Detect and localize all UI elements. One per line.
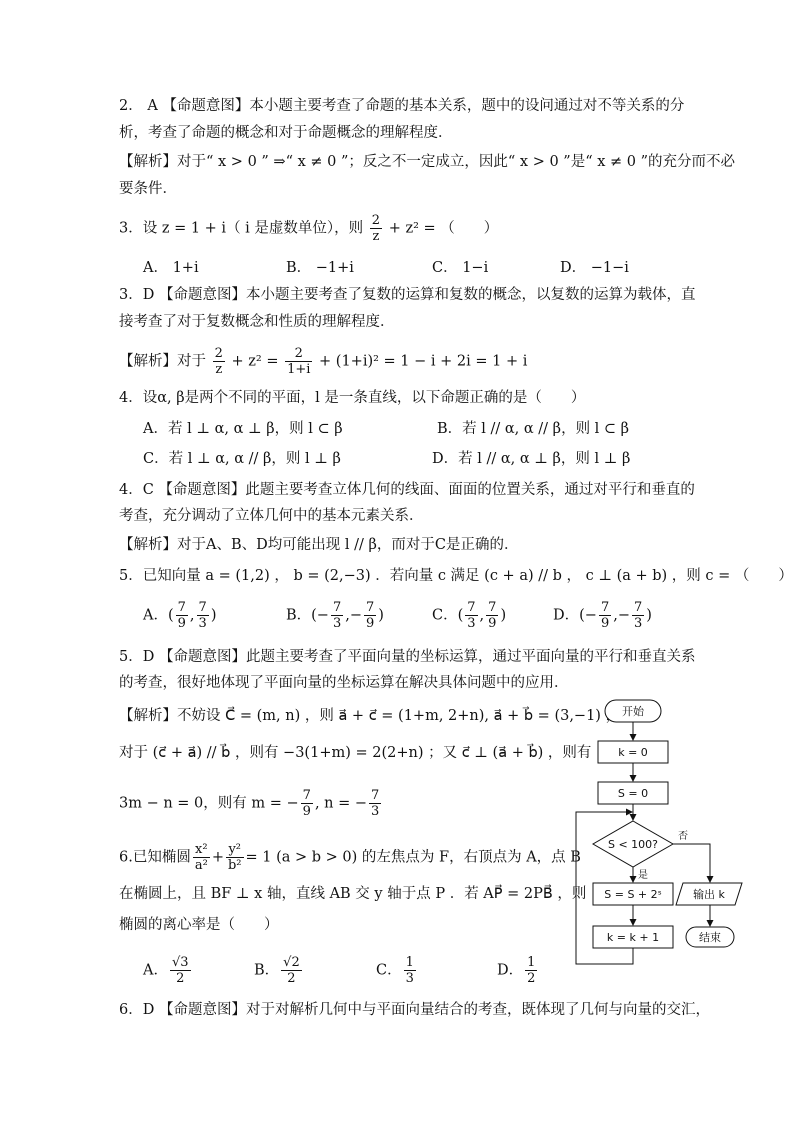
q4-stem: 4．设α, β是两个不同的平面，l 是一条直线，以下命题正确的是（ ） [119, 390, 586, 406]
q5-answer-line1: 5．D 【命题意图】此题主要考查了平面向量的坐标运算，通过平面向量的平行和垂直关系 [119, 649, 696, 665]
flowchart [570, 694, 770, 974]
flow-s0-text: S = 0 [617, 787, 649, 800]
flow-update-s-text: S = S + 2ˢ [604, 888, 662, 901]
q2-solution-line2: 要条件． [119, 181, 177, 197]
q5-option-c: C．( $\frac{7}{3}$ , $\frac{7}{9}$ ) [432, 600, 507, 631]
q5-option-a: A．( $\frac{7}{9}$ , $\frac{7}{3}$ ) [143, 600, 217, 631]
q5-answer-line2: 的考查，很好地体现了平面向量的坐标运算在解决具体问题中的应用． [119, 675, 569, 691]
q2-answer-line1: 2． A 【命题意图】本小题主要考查了命题的基本关系，题中的设问通过对不等关系的分 [119, 98, 685, 114]
flow-no-label: 否 [678, 831, 688, 842]
flow-start-text: 开始 [622, 705, 644, 718]
flow-k0-text: k = 0 [618, 746, 648, 759]
q6-stem-line3: 椭圆的离心率是（ ） [119, 917, 279, 933]
q5-solution-line3: 3m − n = 0，则有 m = − $\frac{7}{9}$ , n = − $\frac{7}{3}$ [119, 788, 380, 819]
q3-option-d: D． −1−i [560, 260, 629, 276]
q5-stem: 5．已知向量 a = (1,2) ， b = (2,−3) ．若向量 c 满足 (c + a) // b ， c ⊥ (a + b) ，则 c = （ ） [119, 568, 793, 584]
q3-stem: 3．设 z = 1 + i（ i 是虚数单位），则 $\frac{2}{z}$ + z² = （ ） [119, 213, 499, 244]
q4-solution: 【解析】对于A、B、D均可能出现 l // β，而对于C是正确的． [119, 537, 519, 553]
q4-option-c: C．若 l ⊥ α, α // β，则 l ⊥ β [143, 451, 341, 467]
q4-option-b: B．若 l // α, α // β，则 l ⊂ β [437, 421, 630, 437]
q5-option-b: B．(− $\frac{7}{3}$ ,− $\frac{7}{9}$ ) [286, 600, 384, 631]
q2-solution-line1: 【解析】对于“ x > 0 ” ⇒“ x ≠ 0 ”；反之不一定成立，因此“ x > 0 ”是“ x ≠ 0 ”的充分而不必 [119, 154, 736, 170]
q3-answer-line1: 3．D 【命题意图】本小题主要考查了复数的运算和复数的概念，以复数的运算为载体，直 [119, 287, 696, 303]
flow-update-k-text: k = k + 1 [606, 931, 660, 944]
q3-answer-line2: 接考查了对于复数概念和性质的理解程度． [119, 314, 395, 330]
flow-condition-text: S < 100? [607, 838, 659, 851]
q6-option-c: C． $\frac{1}{3}$ [376, 955, 414, 986]
flow-end-text: 结束 [699, 931, 721, 944]
q4-option-d: D．若 l // α, α ⊥ β，则 l ⊥ β [432, 451, 631, 467]
q4-option-a: A．若 l ⊥ α, α ⊥ β，则 l ⊂ β [143, 421, 343, 437]
q6-option-d: D． $\frac{1}{2}$ [497, 955, 536, 986]
q3-option-a: A． 1+i [143, 260, 199, 276]
q3-fraction: $\frac{2}{z}$ [371, 213, 381, 244]
q3-solution: 【解析】对于 $\frac{2}{z}$ + z² = $\frac{2}{1+i}$ + (1+i)² = 1 − i + 2i = 1 + i [119, 346, 528, 377]
q6-stem-line1: 6.已知椭圆 $\frac{\text{x²}}{\text{a²}}$ + $\frac{\text{y²}}{\text{b²}}$ = 1 (a > b > 0) 的左焦点为 F，右顶点为 A，点 B [119, 842, 581, 873]
q3-option-b: B． −1+i [286, 260, 354, 276]
q6-answer-line1: 6．D 【命题意图】对于对解析几何中与平面向量结合的考查，既体现了几何与向量的交汇， [119, 1002, 710, 1018]
q6-stem-line2: 在椭圆上，且 BF ⊥ x 轴，直线 AB 交 y 轴于点 P ．若 AP⃗ = 2PB⃗ ，则 [119, 886, 587, 902]
q2-answer-line2: 析，考查了命题的概念和对于命题概念的理解程度． [119, 125, 453, 141]
q5-solution-line2: 对于 (c⃗ + a⃗) // b⃗ ，则有 −3(1+m) = 2(2+n) ；又 c⃗ ⊥ (a⃗ + b⃗) ，则有 [119, 745, 592, 761]
flow-yes-label: 是 [638, 870, 648, 881]
q5-option-d: D．(− $\frac{7}{9}$ ,− $\frac{7}{3}$ ) [553, 600, 652, 631]
q3-option-c: C． 1−i [432, 260, 489, 276]
q6-option-a: A． $\frac{√3}{2}$ [143, 955, 189, 986]
q4-answer-line2: 考查，充分调动了立体几何中的基本元素关系． [119, 508, 424, 524]
q5-solution-line1: 【解析】不妨设 C⃗ = (m, n) ，则 a⃗ + c⃗ = (1+m, 2+n), a⃗ + b⃗ = (3,−1) ， [119, 708, 621, 724]
q6-option-b: B． $\frac{√2}{2}$ [254, 955, 300, 986]
flow-output-text: 输出 k [693, 888, 725, 901]
q4-answer-line1: 4．C 【命题意图】此题主要考查立体几何的线面、面面的位置关系，通过对平行和垂直的 [119, 482, 695, 498]
